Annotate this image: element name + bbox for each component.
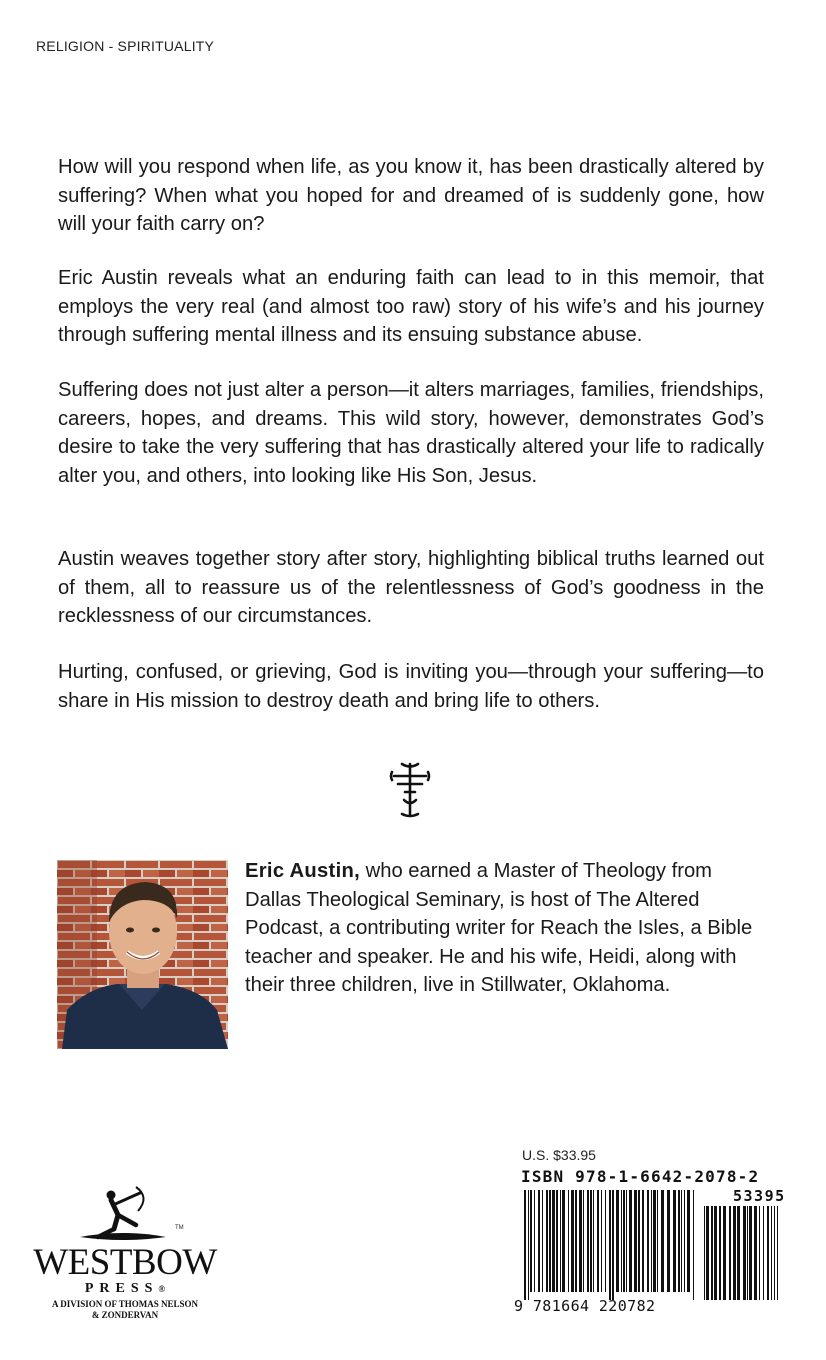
barcode-bar [777,1206,778,1300]
barcode-bar [538,1190,540,1292]
barcode-bar [763,1206,764,1300]
blurb-paragraph-1: How will you respond when life, as you know it, has been drastically altered by suffering? When what you hoped for and dreamed of is suddenly gone, how will your faith carry on? [58,156,764,236]
barcode-bar [759,1206,760,1300]
barcode-bar [711,1206,713,1300]
barcode-bar [737,1206,740,1300]
author-bio [245,857,765,1000]
barcode-bar [552,1190,555,1292]
barcode-bar [629,1190,632,1292]
blurb-paragraph-4: Austin weaves together story after story, highlighting biblical truths learned out of them, all to reassure us of the relentlessness of God’s goodness in the recklessness of our circumstances. [58,548,764,628]
barcode-bar [749,1206,752,1300]
cross-ornament-icon [384,760,436,820]
barcode-bar [605,1190,606,1292]
publisher-press: PRESS [84,1281,159,1296]
barcode-bar [534,1190,535,1292]
publisher-logo [30,1185,220,1325]
barcode-main-bars [524,1190,694,1300]
barcode-bar [593,1190,594,1292]
barcode-bar [590,1190,592,1292]
barcode-digits: 9 781664 220782 [514,1297,656,1315]
publisher-division-2: & ZONDERVAN [91,1310,159,1320]
barcode-bar [621,1190,622,1292]
barcode-bar [687,1190,690,1292]
barcode-bar [767,1206,769,1300]
blurb-paragraph-2: Eric Austin reveals what an enduring faith can lead to in this memoir, that employs the very real (and almost too raw) story of his wife’s and his journey through suffering mental illness and its ensuing substance abuse. [58,267,764,347]
barcode-bar [651,1190,652,1292]
barcode [512,1186,786,1316]
barcode-bar [623,1190,625,1292]
barcode-bar [678,1190,680,1292]
barcode-bar [719,1206,721,1300]
barcode-bar [562,1190,565,1292]
barcode-bar [528,1190,529,1300]
barcode-bar [542,1190,543,1292]
barcode-bar [681,1190,682,1292]
barcode-bar [638,1190,640,1292]
barcode-bar [530,1190,532,1292]
barcode-addon-bars [704,1206,778,1300]
barcode-bar [714,1206,717,1300]
barcode-bar [733,1206,736,1300]
barcode-bar [706,1206,709,1300]
barcode-bar [549,1190,551,1292]
barcode-bar [693,1190,694,1300]
barcode-bar [723,1206,726,1300]
publisher-name: WESTBOW [33,1242,217,1283]
barcode-bar [729,1206,731,1300]
isbn-text: ISBN 978-1-6642-2078-2 [521,1167,760,1186]
blurb-paragraph-3: Suffering does not just alter a person—it alters marriages, families, friendships, careers, hopes, and dreams. This wild story, however, demonstrates God’s desire to take the very suffering that has drastically altered your life to radically alter you, and others, into looking like His Son, Jesus. [58,379,764,487]
barcode-bar [684,1190,685,1292]
publisher-division-1: A DIVISION OF THOMAS NELSON [51,1299,199,1309]
barcode-bar [546,1190,548,1292]
barcode-bar [774,1206,775,1300]
barcode-bar [560,1190,561,1292]
author-photo [57,860,228,1049]
barcode-bar [704,1206,705,1300]
author-bio-text: who earned a Master of Theology from Dallas Theological Seminary, is host of The Altered Podcast, a contributing writer for Reach the Isles, a Bible teacher and speaker. He and his wife, Heidi, along with their three children, live in Stillwater, Oklahoma. [245,860,753,997]
barcode-bar [653,1190,656,1292]
barcode-bar [661,1190,664,1292]
barcode-bar [579,1190,582,1292]
barcode-bar [634,1190,637,1292]
barcode-bar [616,1190,619,1292]
barcode-bar [609,1190,611,1300]
barcode-bar [657,1190,658,1292]
barcode-bar [597,1190,599,1292]
barcode-bar [673,1190,676,1292]
barcode-bar [556,1190,558,1292]
barcode-bar [568,1190,569,1292]
barcode-bar [587,1190,589,1292]
barcode-bar [575,1190,577,1292]
barcode-bar [626,1190,627,1292]
barcode-bar [747,1206,748,1300]
barcode-bar [524,1190,526,1300]
category-label: RELIGION - SPIRITUALITY [36,38,215,54]
barcode-bar [601,1190,602,1292]
barcode-bar [612,1190,614,1300]
barcode-bar [642,1190,644,1292]
barcode-bar [743,1206,746,1300]
barcode-bar [571,1190,574,1292]
barcode-bar [667,1190,670,1292]
price-code-digits: 53395 [733,1187,786,1205]
barcode-bar [771,1206,772,1300]
price-label: U.S. $33.95 [522,1147,596,1163]
trademark-mark: TM [175,1225,184,1231]
barcode-bar [583,1190,584,1292]
blurb-paragraph-5: Hurting, confused, or grieving, God is inviting you—through your suffering—to share in His mission to destroy death and bring life to others. [58,661,764,712]
barcode-bar [754,1206,757,1300]
author-name: Eric Austin, [245,860,361,882]
registered-mark: ® [158,1284,166,1294]
archer-logo-icon [78,1185,168,1245]
barcode-bar [647,1190,649,1292]
